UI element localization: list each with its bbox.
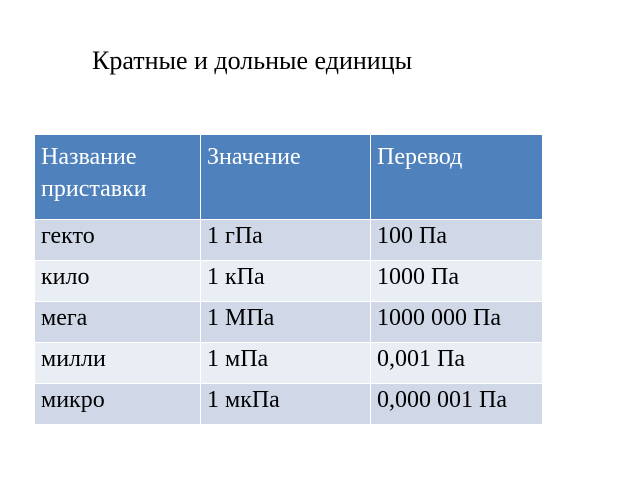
conversion-cell: 1000 Па bbox=[371, 261, 543, 302]
prefix-name-cell: мега bbox=[35, 302, 201, 343]
value-cell: 1 мкПа bbox=[201, 384, 371, 425]
prefix-name-cell: милли bbox=[35, 343, 201, 384]
prefix-name-cell: микро bbox=[35, 384, 201, 425]
table-row bbox=[35, 302, 543, 343]
table-row bbox=[35, 261, 543, 302]
header-conversion: Перевод bbox=[371, 135, 543, 220]
table-row bbox=[35, 343, 543, 384]
value-cell: 1 кПа bbox=[201, 261, 371, 302]
prefix-name-cell: кило bbox=[35, 261, 201, 302]
value-cell: 1 гПа bbox=[201, 220, 371, 261]
value-cell: 1 мПа bbox=[201, 343, 371, 384]
conversion-cell: 1000 000 Па bbox=[371, 302, 543, 343]
table-row bbox=[35, 220, 543, 261]
table-row bbox=[35, 384, 543, 425]
conversion-cell: 0,000 001 Па bbox=[371, 384, 543, 425]
value-cell: 1 МПа bbox=[201, 302, 371, 343]
conversion-cell: 0,001 Па bbox=[371, 343, 543, 384]
units-table bbox=[34, 134, 543, 425]
table-header-row bbox=[35, 135, 543, 220]
header-value: Значение bbox=[201, 135, 371, 220]
slide-title: Кратные и дольные единицы bbox=[92, 46, 413, 75]
conversion-cell: 100 Па bbox=[371, 220, 543, 261]
header-prefix-name: Название приставки bbox=[35, 135, 201, 220]
prefix-name-cell: гекто bbox=[35, 220, 201, 261]
